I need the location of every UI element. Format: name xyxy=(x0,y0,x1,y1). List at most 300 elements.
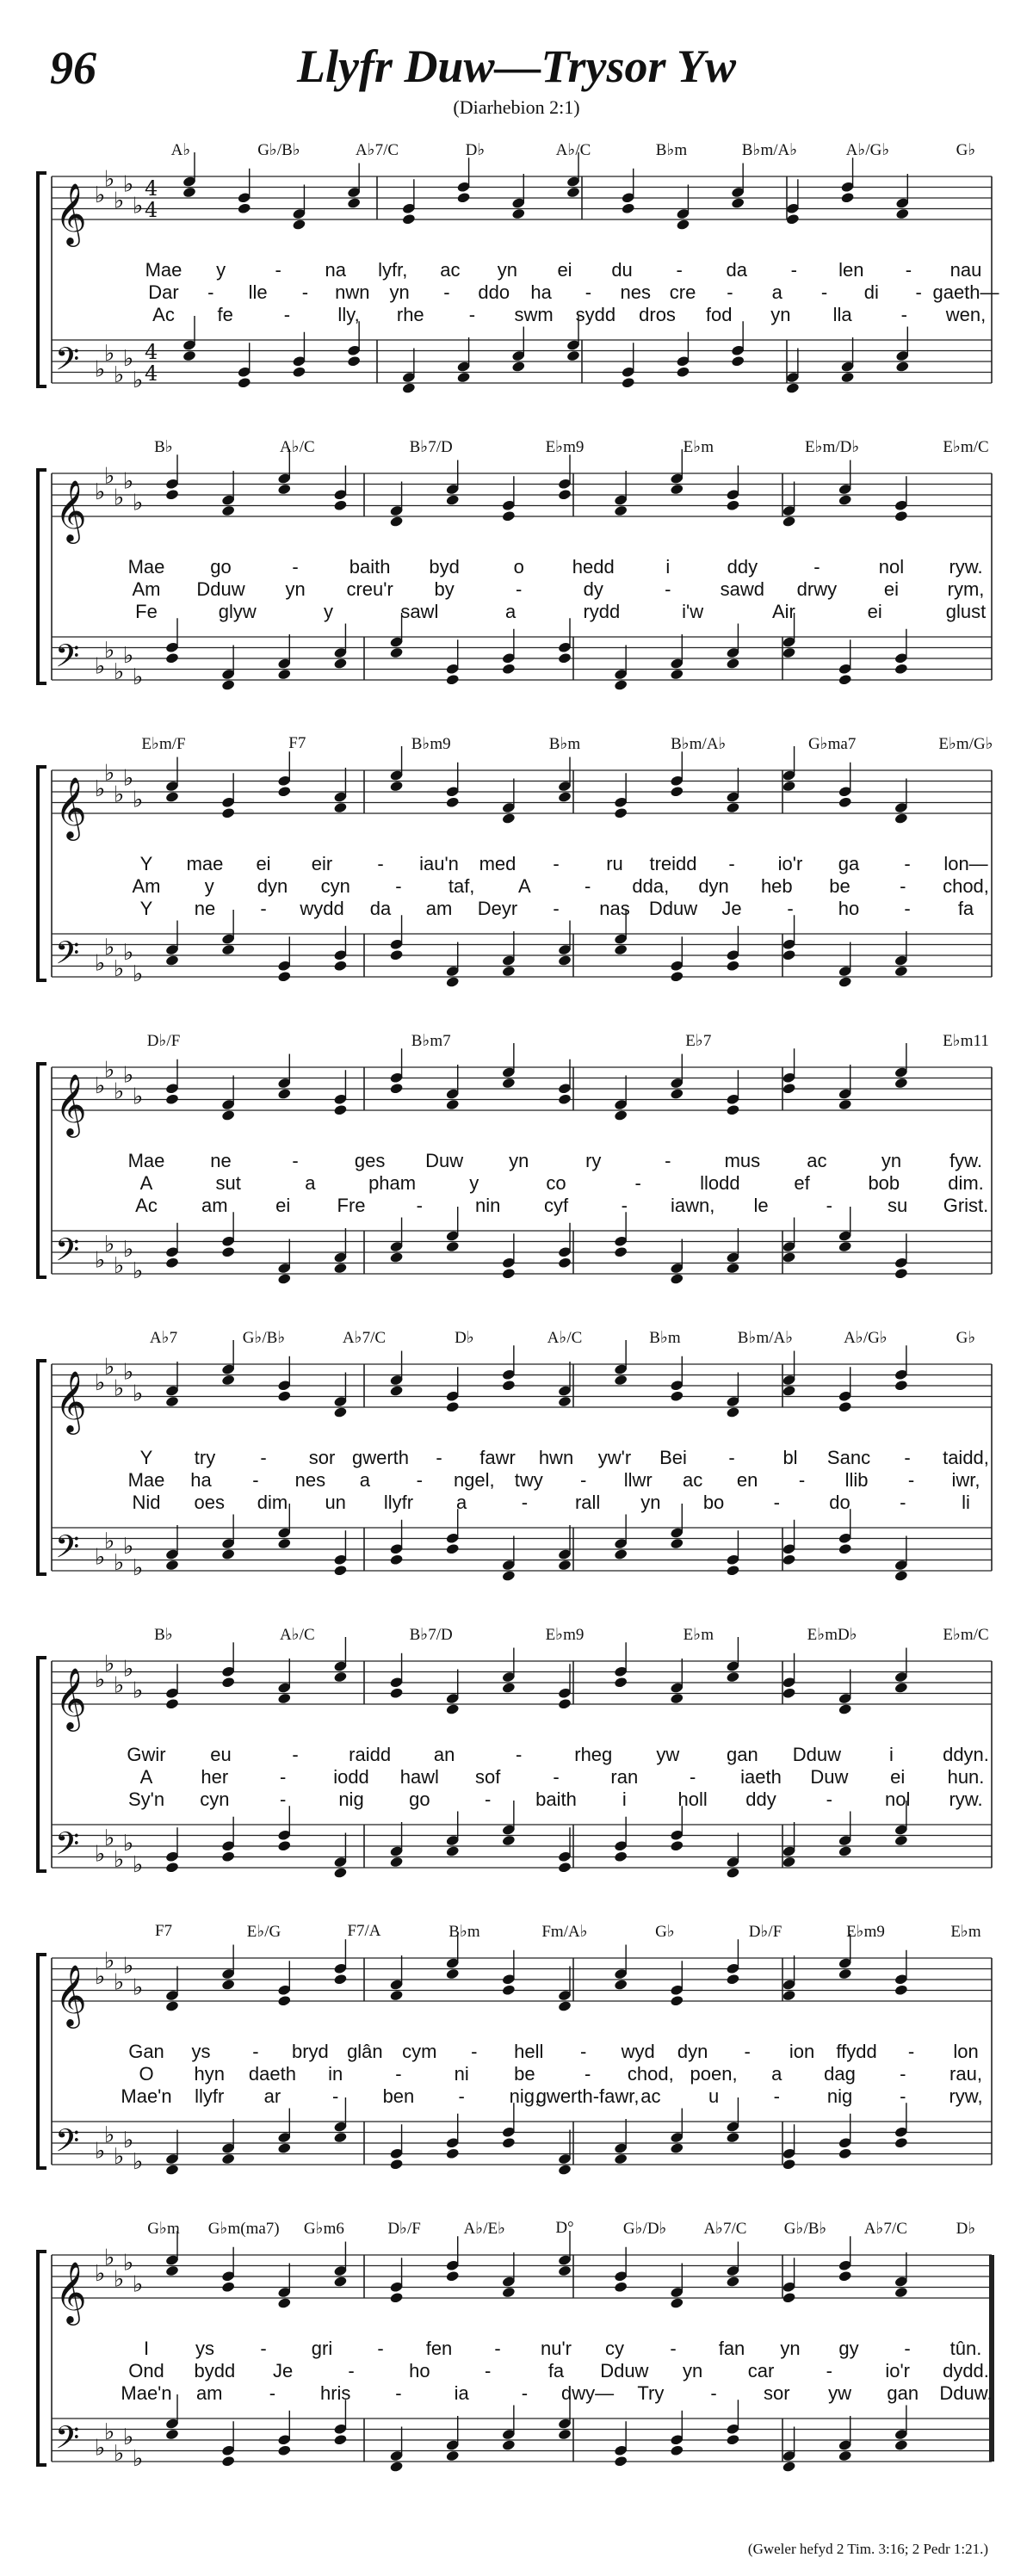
lyric-syllable: - xyxy=(900,2063,906,2085)
flat-icon: ♭ xyxy=(123,1237,134,1263)
lyric-syllable: baith xyxy=(349,556,391,578)
lyric-syllable: - xyxy=(484,2360,492,2381)
lyric-syllable: - xyxy=(689,1766,696,1788)
note-head xyxy=(782,1989,796,2001)
note-head xyxy=(347,355,362,368)
note-head xyxy=(726,1262,740,1274)
lyric-syllable: - xyxy=(260,898,267,919)
lyric-syllable: - xyxy=(900,1492,906,1513)
lyric-syllable: - xyxy=(292,1150,299,1171)
lyric-syllable: y xyxy=(204,875,214,897)
time-signature: 4 xyxy=(145,176,158,201)
note-head xyxy=(333,1104,348,1116)
note-head xyxy=(445,2449,460,2462)
chord-symbol: B♭7/D xyxy=(409,1626,453,1644)
lyric-syllable: Am xyxy=(132,875,161,897)
note-head xyxy=(676,219,690,231)
lyric-syllable: Je xyxy=(273,2360,294,2381)
lyric-syllable: wyd xyxy=(621,2041,655,2062)
lyric-syllable: - xyxy=(301,281,309,303)
note-head xyxy=(221,1374,236,1386)
lyric-syllable: - xyxy=(826,1788,832,1810)
note-head xyxy=(838,494,852,506)
chord-symbol: B♭7/D xyxy=(409,438,453,456)
lyric-syllable: ga xyxy=(838,853,860,874)
lyric-syllable: - xyxy=(900,2085,906,2107)
lyric-syllable: Mae'n xyxy=(121,2382,172,2404)
treble-clef-icon: 𝄞 xyxy=(55,775,87,838)
lyric-syllable: fa xyxy=(547,2360,565,2381)
flat-icon: ♭ xyxy=(123,468,134,495)
lyric-syllable: ho xyxy=(409,2360,430,2381)
lyric-syllable: - xyxy=(915,281,922,303)
lyric-syllable: ac xyxy=(640,2085,661,2107)
lyric-syllable: dyn xyxy=(677,2041,708,2062)
lyric-syllable: her xyxy=(201,1766,229,1788)
lyric-syllable: Fe xyxy=(135,601,158,622)
note-head xyxy=(670,2297,684,2309)
lyric-syllable: - xyxy=(260,2338,267,2359)
lyric-syllable: - xyxy=(907,1469,915,1491)
lyric-syllable: ei xyxy=(890,1766,906,1788)
lyric-syllable: a xyxy=(359,1469,370,1491)
note-head xyxy=(614,1850,628,1863)
lyric-syllable: i xyxy=(665,556,671,578)
scripture-reference: (Diarhebion 2:1) xyxy=(453,96,580,118)
lyric-syllable: a xyxy=(504,601,516,622)
lyric-syllable: ar xyxy=(263,2085,281,2107)
lyric-syllable: Air xyxy=(771,601,795,622)
note-head xyxy=(277,1840,292,1852)
lyric-syllable: du xyxy=(611,259,633,281)
note-head xyxy=(670,1995,684,2007)
system-bracket xyxy=(38,2252,46,2465)
lyric-syllable: yn xyxy=(497,259,518,281)
note-head xyxy=(182,186,197,198)
lyric-syllable: llwr xyxy=(623,1469,653,1491)
lyric-syllable: Duw xyxy=(810,1766,849,1788)
lyric-syllable: twy xyxy=(514,1469,543,1491)
chord-symbol: E♭m9 xyxy=(846,1923,885,1941)
note-head xyxy=(558,652,572,664)
flat-icon: ♭ xyxy=(123,765,134,792)
lyric-syllable: ei xyxy=(275,1195,291,1216)
lyric-syllable: - xyxy=(773,1492,780,1513)
lyric-syllable: go xyxy=(210,556,232,578)
flat-icon: ♭ xyxy=(123,1953,134,1980)
chord-symbol: E♭m/F xyxy=(141,735,186,753)
lyric-syllable: by xyxy=(434,578,455,600)
chord-symbol: B♭m7 xyxy=(411,1032,451,1050)
lyric-syllable: nig xyxy=(826,2085,853,2107)
lyric-syllable: ys xyxy=(195,2338,214,2359)
flat-icon: ♭ xyxy=(133,2149,144,2175)
lyric-syllable: go xyxy=(409,1788,430,1810)
lyric-syllable: dda, xyxy=(632,875,670,897)
note-head xyxy=(894,1570,909,1582)
lyric-syllable: - xyxy=(484,1788,492,1810)
lyric-syllable: - xyxy=(905,259,912,281)
flat-icon: ♭ xyxy=(114,485,125,511)
flat-icon: ♭ xyxy=(114,2266,125,2293)
note-head xyxy=(165,1698,180,1710)
note-head xyxy=(838,1968,852,1980)
lyric-syllable: - xyxy=(436,1447,442,1468)
lyric-syllable: yw'r xyxy=(597,1447,632,1468)
lyric-syllable: ran xyxy=(610,1766,639,1788)
note-head xyxy=(502,510,516,522)
note-head xyxy=(838,2270,852,2283)
lyric-syllable: ne xyxy=(210,1150,232,1171)
chord-symbol: B♭m xyxy=(448,1923,480,1941)
lyric-syllable: tûn. xyxy=(949,2338,982,2359)
lyric-syllable: hawl xyxy=(399,1766,439,1788)
note-head xyxy=(502,1984,516,1996)
lyric-syllable: - xyxy=(634,1172,641,1194)
lyric-syllable: - xyxy=(269,2382,276,2404)
note-head xyxy=(445,1240,460,1252)
chord-symbol: B♭m9 xyxy=(411,735,451,753)
lyric-syllable: - xyxy=(332,2085,339,2107)
note-head xyxy=(894,812,909,825)
flat-icon: ♭ xyxy=(133,1852,144,1878)
note-head xyxy=(165,1395,180,1407)
lyric-syllable: iaeth xyxy=(740,1766,782,1788)
note-head xyxy=(221,2456,236,2468)
chord-symbol: B♭m xyxy=(548,735,581,753)
lyric-syllable: nas xyxy=(599,898,630,919)
flat-icon: ♭ xyxy=(133,193,144,219)
lyric-syllable: sydd xyxy=(575,304,616,325)
flat-icon: ♭ xyxy=(133,1381,144,1407)
bass-clef-icon: 𝄢 xyxy=(55,1529,80,1573)
lyric-syllable: dros xyxy=(639,304,676,325)
chord-symbol: B♭m/A♭ xyxy=(671,735,727,753)
flat-icon: ♭ xyxy=(104,2122,115,2148)
lyric-syllable: dyn xyxy=(698,875,729,897)
lyric-syllable: na xyxy=(325,259,346,281)
lyric-syllable: hris xyxy=(319,2382,351,2404)
chord-symbol: G♭ xyxy=(956,141,976,159)
lyric-syllable: gan xyxy=(887,2382,919,2404)
lyric-syllable: da xyxy=(369,898,392,919)
lyric-syllable: y xyxy=(324,601,334,622)
bass-clef-icon: 𝄢 xyxy=(55,1232,80,1276)
system-bracket xyxy=(38,1064,46,1277)
chord-symbol: G♭m(ma7) xyxy=(207,2220,280,2238)
hymn-title: Llyfr Duw—Trysor Yw xyxy=(296,40,737,92)
lyric-syllable: lon— xyxy=(943,853,988,874)
note-head xyxy=(670,2142,684,2154)
note-head xyxy=(221,1979,236,1991)
flat-icon: ♭ xyxy=(104,1825,115,1851)
bass-clef-icon: 𝄢 xyxy=(55,341,80,386)
note-head xyxy=(445,1845,460,1857)
lyric-syllable: Dduw xyxy=(648,898,698,919)
flat-icon: ♭ xyxy=(104,166,115,193)
note-head xyxy=(614,807,628,819)
note-head xyxy=(838,976,852,988)
lyric-syllable: chod, xyxy=(627,2063,674,2085)
lyric-syllable: nol xyxy=(878,556,905,578)
note-head xyxy=(165,1862,180,1874)
lyric-syllable: ef xyxy=(794,1172,810,1194)
lyric-syllable: fyw. xyxy=(949,1150,982,1171)
note-head xyxy=(840,192,855,204)
lyric-syllable: - xyxy=(292,556,299,578)
note-head xyxy=(676,366,690,378)
note-head xyxy=(782,1385,796,1397)
flat-icon: ♭ xyxy=(104,1057,115,1084)
lyric-syllable: en xyxy=(736,1469,758,1491)
flat-icon: ♭ xyxy=(123,940,134,966)
note-head xyxy=(558,2000,572,2012)
lyric-syllable: rau, xyxy=(949,2063,982,2085)
lyric-syllable: hwn xyxy=(538,1447,574,1468)
lyric-syllable: - xyxy=(907,2041,915,2062)
note-head xyxy=(221,2153,236,2165)
lyric-syllable: ffydd xyxy=(836,2041,877,2062)
flat-icon: ♭ xyxy=(104,2245,115,2271)
lyric-syllable: Grist. xyxy=(943,1195,989,1216)
lyric-syllable: daeth xyxy=(248,2063,296,2085)
lyric-syllable: Mae xyxy=(127,1469,165,1491)
note-head xyxy=(566,349,581,361)
lyric-syllable: nig, xyxy=(509,2085,541,2107)
lyric-syllable: yn xyxy=(770,304,791,325)
note-head xyxy=(782,516,796,528)
note-head xyxy=(221,1109,236,1121)
note-head xyxy=(165,1257,180,1269)
lyric-syllable: - xyxy=(471,2041,478,2062)
lyric-syllable: ha xyxy=(530,281,552,303)
chord-symbol: B♭ xyxy=(154,1626,173,1644)
lyric-syllable: - xyxy=(904,1447,911,1468)
lyric-syllable: yw xyxy=(656,1744,680,1765)
lyric-syllable: treidd xyxy=(649,853,697,874)
note-head xyxy=(445,1543,460,1555)
note-head xyxy=(502,1077,516,1089)
chord-symbol: E♭mD♭ xyxy=(807,1626,857,1644)
note-head xyxy=(786,382,801,394)
flat-icon: ♭ xyxy=(95,1667,106,1693)
lyric-syllable: sawl xyxy=(400,601,439,622)
time-signature: 4 xyxy=(145,340,158,364)
note-head xyxy=(614,1109,628,1121)
note-head xyxy=(502,812,516,825)
lyric-syllable: Ac xyxy=(135,1195,158,1216)
lyric-syllable: - xyxy=(521,1492,529,1513)
system-bracket xyxy=(38,1658,46,1871)
lyric-syllable: llodd xyxy=(700,1172,740,1194)
lyric-syllable: am xyxy=(195,2382,223,2404)
lyric-syllable: Ond xyxy=(128,2360,164,2381)
flat-icon: ♭ xyxy=(114,2143,125,2170)
lyric-syllable: - xyxy=(416,1195,423,1216)
lyric-syllable: in xyxy=(328,2063,343,2085)
flat-icon: ♭ xyxy=(133,664,144,690)
lyric-syllable: poen, xyxy=(690,2063,738,2085)
lyric-syllable: ni xyxy=(454,2063,469,2085)
note-head xyxy=(838,1098,852,1110)
flat-icon: ♭ xyxy=(95,2138,106,2165)
note-head xyxy=(277,483,292,495)
chord-symbol: D♭ xyxy=(956,2220,976,2238)
flat-icon: ♭ xyxy=(95,776,106,802)
lyric-syllable: su xyxy=(888,1195,908,1216)
chord-symbol: B♭m xyxy=(649,1329,681,1347)
lyric-syllable: - xyxy=(252,1469,259,1491)
lyric-syllable: ddy xyxy=(745,1788,776,1810)
note-head xyxy=(621,202,635,214)
lyric-syllable: - xyxy=(377,853,384,874)
page-number: 96 xyxy=(50,42,96,94)
lyric-syllable: wen, xyxy=(945,304,987,325)
chord-symbol: A♭7/C xyxy=(355,141,399,159)
note-head xyxy=(221,679,236,691)
lyric-syllable: yn xyxy=(285,578,306,600)
note-head xyxy=(782,1251,796,1263)
lyric-syllable: u xyxy=(708,2085,720,2107)
note-head xyxy=(333,1406,348,1418)
flat-icon: ♭ xyxy=(114,1375,125,1402)
note-head xyxy=(838,796,852,808)
note-head xyxy=(838,674,852,686)
lyric-syllable: bl xyxy=(782,1447,798,1468)
lyric-syllable: Dar xyxy=(148,281,179,303)
note-head xyxy=(221,807,236,819)
chord-symbol: Fm/A♭ xyxy=(541,1923,588,1941)
lyric-syllable: Fre xyxy=(337,1195,366,1216)
lyric-syllable: lle xyxy=(248,281,268,303)
lyric-syllable: - xyxy=(826,1195,832,1216)
note-head xyxy=(894,663,909,675)
note-head xyxy=(614,679,628,691)
lyric-syllable: nwn xyxy=(335,281,370,303)
lyric-syllable: len xyxy=(838,259,864,281)
bass-clef-icon: 𝄢 xyxy=(55,935,80,979)
lyric-syllable: - xyxy=(727,281,733,303)
note-head xyxy=(894,2286,909,2298)
lyric-syllable: - xyxy=(553,853,560,874)
lyric-syllable: i'w xyxy=(682,601,704,622)
flat-icon: ♭ xyxy=(123,2128,134,2153)
lyric-syllable: io'r xyxy=(777,853,803,874)
note-head xyxy=(566,186,581,198)
system-bracket xyxy=(38,767,46,980)
note-head xyxy=(502,1380,516,1392)
chord-symbol: E♭m xyxy=(683,1626,714,1644)
flat-icon: ♭ xyxy=(133,490,144,516)
chord-symbol: E♭m9 xyxy=(545,1626,585,1644)
note-head xyxy=(782,1687,796,1699)
flat-icon: ♭ xyxy=(95,1544,106,1571)
lyric-syllable: hell xyxy=(514,2041,544,2062)
lyric-syllable: llyfr xyxy=(383,1492,414,1513)
note-head xyxy=(277,1273,292,1285)
lyric-syllable: Bei xyxy=(659,1447,687,1468)
chord-symbol: A♭/C xyxy=(555,141,591,159)
note-head xyxy=(726,1565,740,1577)
chord-symbol: F7 xyxy=(288,734,306,752)
note-head xyxy=(237,202,251,214)
note-head xyxy=(502,1268,516,1280)
note-head xyxy=(456,371,471,383)
note-head xyxy=(389,2292,404,2304)
flat-icon: ♭ xyxy=(133,961,144,987)
lyric-syllable: - xyxy=(275,259,281,281)
chord-symbol: D♭ xyxy=(455,1329,474,1347)
note-head xyxy=(333,1671,348,1683)
lyric-syllable: ho xyxy=(838,898,860,919)
lyric-syllable: di xyxy=(863,281,879,303)
lyric-syllable: fawr xyxy=(479,1447,516,1468)
lyric-syllable: raidd xyxy=(349,1744,392,1765)
lyric-syllable: cyn xyxy=(200,1788,230,1810)
lyric-syllable: - xyxy=(813,556,820,578)
chord-symbol: D♭/F xyxy=(748,1923,782,1941)
note-head xyxy=(840,371,855,383)
note-head xyxy=(726,1104,740,1116)
flat-icon: ♭ xyxy=(123,1831,134,1856)
note-head xyxy=(333,499,348,511)
chord-symbol: F7 xyxy=(154,1922,173,1940)
lyric-syllable: bo xyxy=(702,1492,725,1513)
lyric-syllable: do xyxy=(829,1492,851,1513)
note-head xyxy=(389,949,404,961)
lyric-syllable: - xyxy=(521,2382,529,2404)
lyric-syllable: a xyxy=(456,1492,467,1513)
chord-symbol: B♭m/A♭ xyxy=(741,141,798,159)
flat-icon: ♭ xyxy=(95,1370,106,1396)
lyric-syllable: ia xyxy=(454,2382,469,2404)
note-head xyxy=(277,786,292,798)
note-head xyxy=(502,965,516,977)
note-head xyxy=(165,2000,180,2012)
note-head xyxy=(333,801,348,813)
lyric-syllable: Am xyxy=(132,578,161,600)
lyric-syllable: - xyxy=(553,898,560,919)
note-head xyxy=(277,2142,292,2154)
lyric-syllable: sor xyxy=(308,1447,336,1468)
lyric-syllable: bob xyxy=(868,1172,900,1194)
lyric-syllable: rheg xyxy=(574,1744,613,1765)
chord-symbol: E♭m/C xyxy=(943,438,989,456)
lyric-syllable: - xyxy=(621,1195,628,1216)
chord-symbol: B♭m/A♭ xyxy=(737,1329,794,1347)
lyric-syllable: - xyxy=(790,259,797,281)
note-head xyxy=(502,1682,516,1694)
lyric-syllable: - xyxy=(820,281,828,303)
note-head xyxy=(614,2456,628,2468)
lyric-syllable: - xyxy=(787,898,794,919)
lyric-syllable: Sy'n xyxy=(127,1788,165,1810)
chord-symbol: B♭m xyxy=(655,141,688,159)
note-head xyxy=(333,1867,348,1879)
lyric-syllable: yw xyxy=(828,2382,851,2404)
note-head xyxy=(726,801,740,813)
flat-icon: ♭ xyxy=(114,1969,125,1996)
chord-symbol: G♭/D♭ xyxy=(622,2220,667,2238)
flat-icon: ♭ xyxy=(123,1359,134,1386)
lyric-syllable: byd xyxy=(429,556,460,578)
lyric-syllable: - xyxy=(252,2041,259,2062)
lyric-syllable: - xyxy=(773,2085,780,2107)
lyric-syllable: chod, xyxy=(943,875,989,897)
note-head xyxy=(726,1974,740,1986)
lyric-syllable: ha xyxy=(190,1469,212,1491)
lyric-syllable: bydd xyxy=(194,2360,236,2381)
